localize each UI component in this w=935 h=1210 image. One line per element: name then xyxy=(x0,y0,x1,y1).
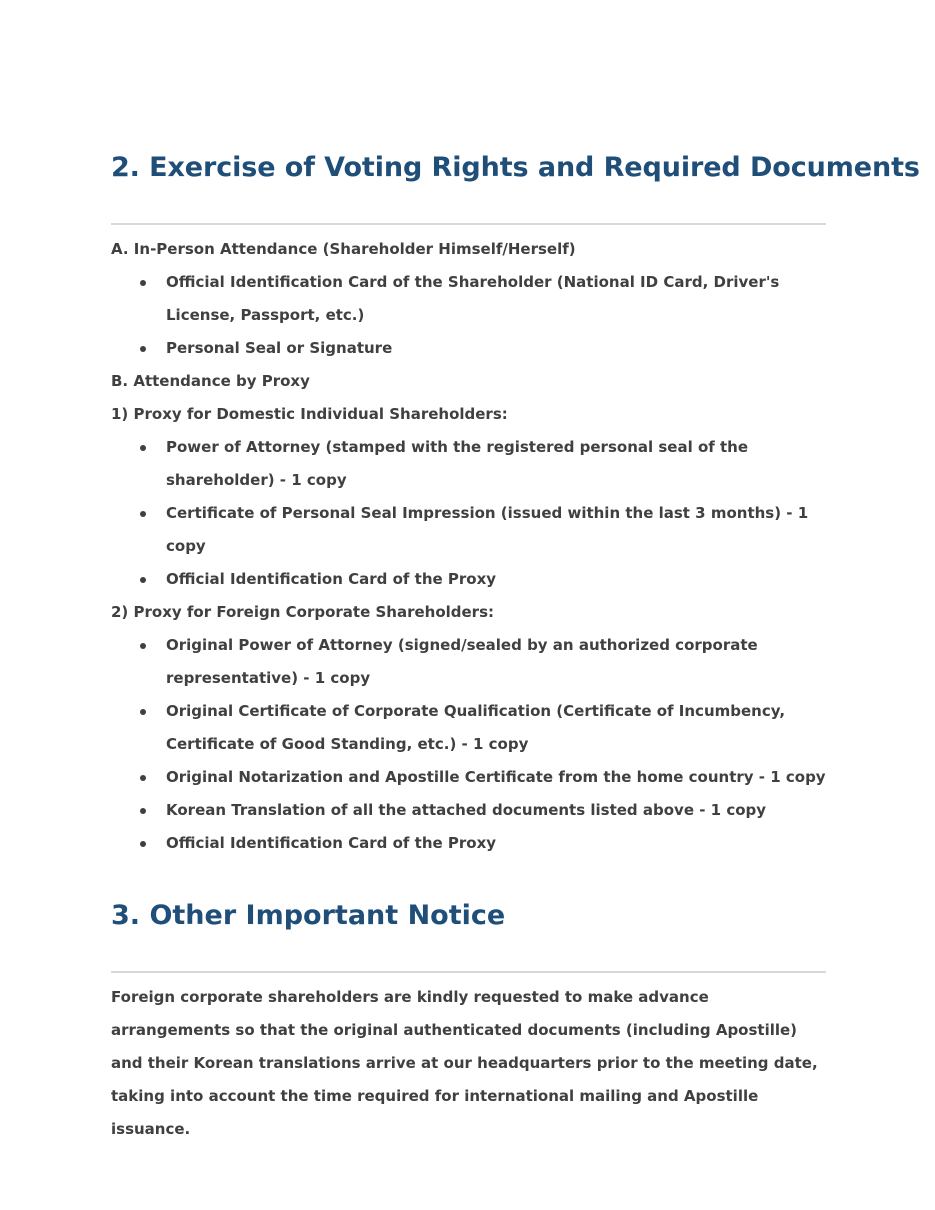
in-person-required-documents-list xyxy=(111,266,826,365)
bullet-icon xyxy=(140,709,146,715)
list-item: Official Identification Card of the Proxy xyxy=(111,563,826,596)
list-item: Official Identification Card of the Shareholder (National ID Card, Driver's License, Passport, etc.) xyxy=(111,266,826,332)
section-3-heading: 3. Other Important Notice xyxy=(111,900,506,931)
list-item: Original Notarization and Apostille Certificate from the home country - 1 copy xyxy=(111,761,826,794)
domestic-proxy-documents-list xyxy=(111,431,826,596)
domestic-proxy-title: 1) Proxy for Domestic Individual Shareholders: xyxy=(111,405,508,423)
bullet-icon xyxy=(140,445,146,451)
notice-paragraph: Foreign corporate shareholders are kindly requested to make advance arrangements so that the original authenticated documents (including Apostille) and their Korean translations arrive at our headquarters prior to the meeting date, taking into account the time required for international mailing and Apostille issuance. xyxy=(111,988,818,1138)
list-item: Power of Attorney (stamped with the registered personal seal of the shareholder) - 1 copy xyxy=(111,431,826,497)
bullet-icon xyxy=(140,808,146,814)
bullet-icon xyxy=(140,280,146,286)
section-2-heading: 2. Exercise of Voting Rights and Required Documents xyxy=(111,152,920,183)
bullet-icon xyxy=(140,841,146,847)
list-item: Certificate of Personal Seal Impression (issued within the last 3 months) - 1 copy xyxy=(111,497,826,563)
document-page xyxy=(111,0,920,1146)
bullet-icon xyxy=(140,511,146,517)
in-person-attendance-title: A. In-Person Attendance (Shareholder Himself/Herself) xyxy=(111,240,576,258)
list-item: Original Certificate of Corporate Qualification (Certificate of Incumbency, Certificate of Good Standing, etc.) - 1 copy xyxy=(111,695,826,761)
bullet-icon xyxy=(140,775,146,781)
foreign-proxy-documents-list xyxy=(111,629,826,860)
list-item: Official Identification Card of the Proxy xyxy=(111,827,826,860)
bullet-icon xyxy=(140,643,146,649)
attendance-by-proxy-title: B. Attendance by Proxy xyxy=(111,372,310,390)
list-item: Original Power of Attorney (signed/sealed by an authorized corporate representative) - 1 copy xyxy=(111,629,826,695)
list-item: Personal Seal or Signature xyxy=(111,332,826,365)
bullet-icon xyxy=(140,346,146,352)
foreign-proxy-title: 2) Proxy for Foreign Corporate Shareholders: xyxy=(111,603,495,621)
bullet-icon xyxy=(140,577,146,583)
list-item: Korean Translation of all the attached documents listed above - 1 copy xyxy=(111,794,826,827)
